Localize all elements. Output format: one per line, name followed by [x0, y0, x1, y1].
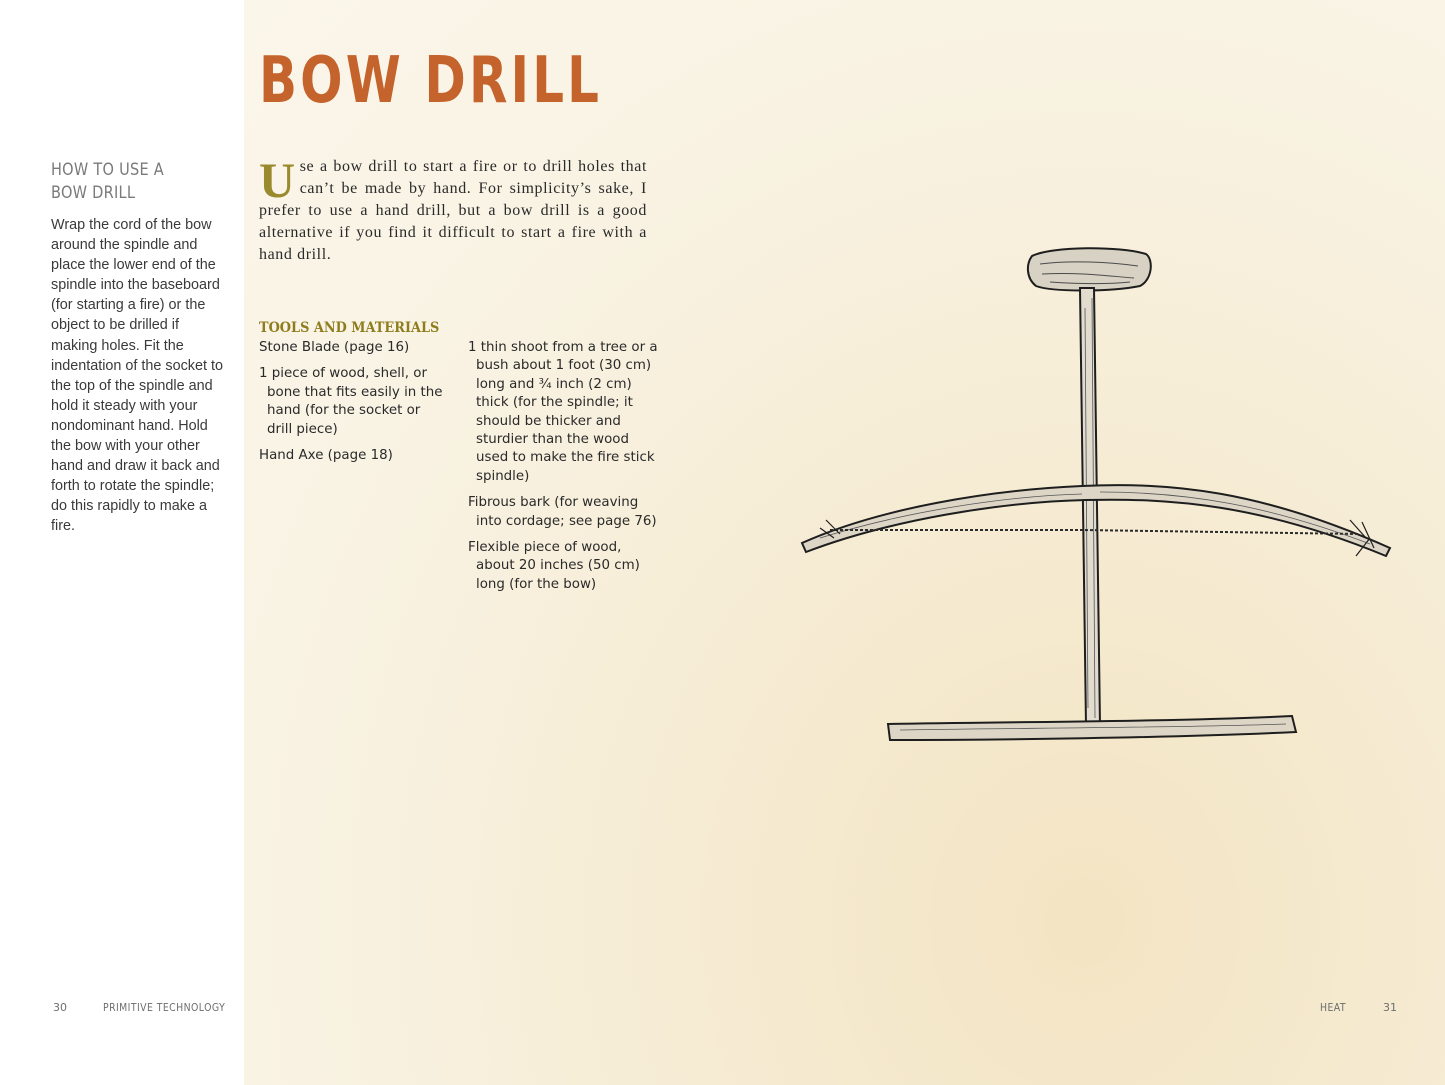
list-item: Flexible piece of wood, about 20 inches (50 cm) long (for the bow) [468, 540, 640, 592]
tools-heading: TOOLS AND MATERIALS [259, 320, 440, 336]
tools-list-column2 [468, 339, 658, 602]
intro-paragraph [259, 152, 647, 266]
sidebar-heading-line1: HOW TO USE A [51, 160, 164, 179]
list-item: Stone Blade (page 16) [259, 340, 410, 355]
sidebar-heading [51, 158, 209, 204]
page-title: BOW DRILL [259, 44, 603, 118]
socket-piece [1028, 248, 1151, 290]
bow-drill-illustration [790, 238, 1400, 758]
list-item: 1 thin shoot from a tree or a bush about 1 foot (30 cm) long and ¾ inch (2 cm) thick (for the spindle; it should be thicker and sturdier than the wood used to make the fire stick spindle) [468, 340, 658, 484]
footer-left-page-number: 30 [53, 1001, 67, 1014]
sidebar-heading-line2: BOW DRILL [51, 183, 136, 202]
drop-cap: U [259, 152, 296, 208]
sidebar-body-text: Wrap the cord of the bow around the spindle and place the lower end of the spindle into the baseboard (for starting a fire) or the object to be drilled if making holes. Fit the indentation of the socket to the top of the spindle and hold it steady with your nondominant hand. Hold the bow with your other hand and draw it back and forth to rotate the spindle; do this rapidly to make a fire. [51, 217, 224, 535]
tools-list-column1 [259, 339, 449, 473]
spindle [1080, 288, 1100, 726]
footer-right-running-head: HEAT [1320, 1001, 1347, 1014]
intro-text: se a bow drill to start a fire or to drill holes that can’t be made by hand. For simplicity’s sake, I prefer to use a hand drill, but a bow drill is a good alternative if you find it difficult to start a fire with a hand drill. [259, 158, 647, 263]
footer-right-page-number: 31 [1383, 1001, 1397, 1014]
footer-left-running-head: PRIMITIVE TECHNOLOGY [103, 1001, 226, 1014]
list-item: 1 piece of wood, shell, or bone that fits easily in the hand (for the socket or drill piece) [259, 366, 443, 437]
list-item: Fibrous bark (for weaving into cordage; see page 76) [468, 495, 657, 529]
list-item: Hand Axe (page 18) [259, 448, 393, 464]
